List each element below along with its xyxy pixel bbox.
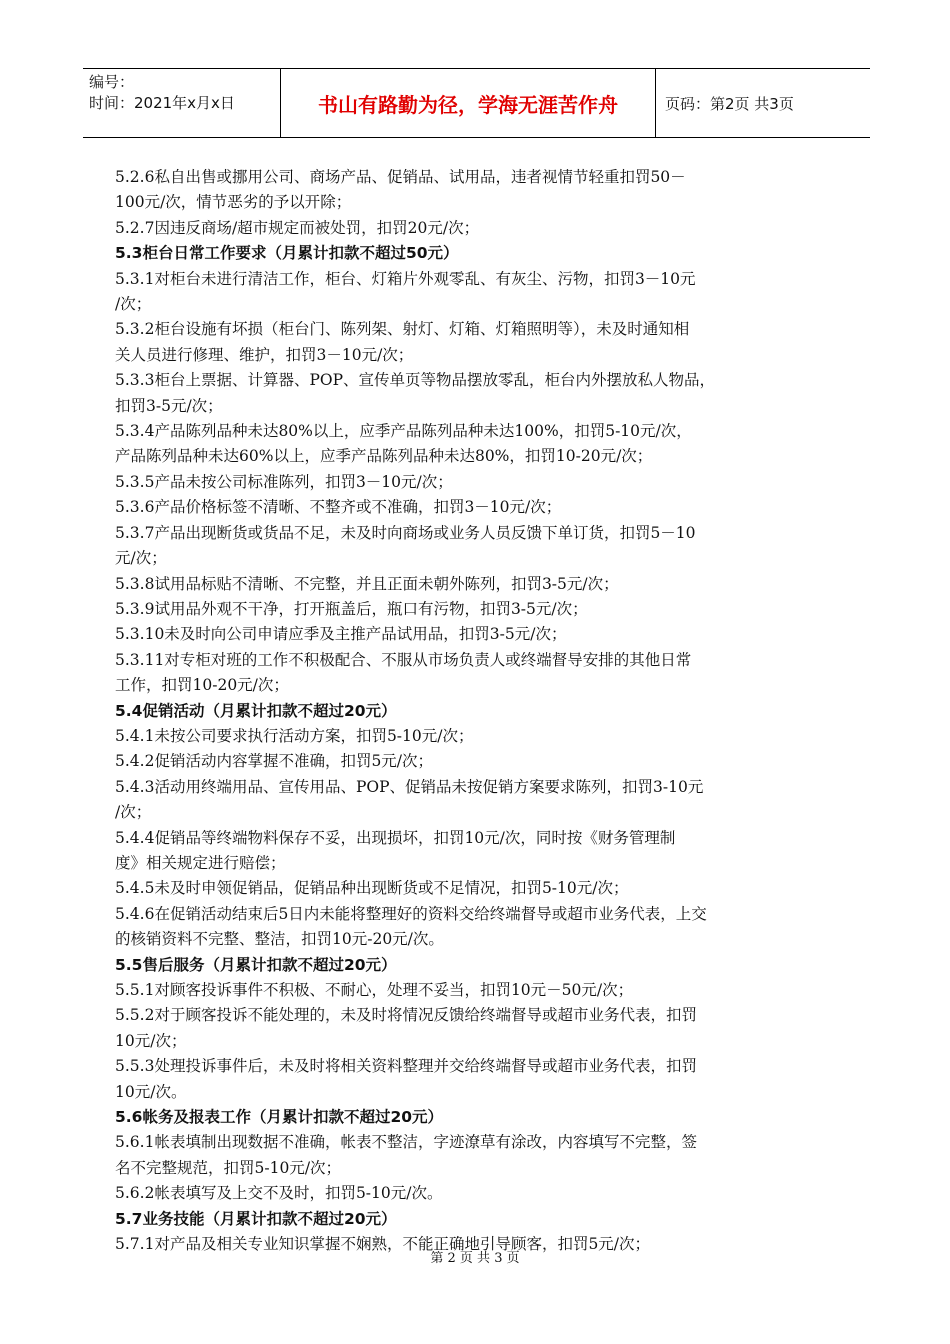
body-text-line: 5.3.4产品陈列品种未达80%以上，应季产品陈列品种未达100%，扣罚5-10元/次，: [115, 422, 692, 441]
body-text-line: 扣罚3-5元/次；: [115, 396, 223, 415]
body-text-line: 5.3.6产品价格标签不清晰、不整齐或不准确，扣罚3－10元/次；: [115, 498, 562, 517]
section-heading: 5.3柜台日常工作要求（月累计扣款不超过50元）: [115, 244, 459, 263]
body-text-line: 5.4.4促销品等终端物料保存不妥，出现损坏，扣罚10元/次，同时按《财务管理制: [115, 828, 676, 847]
document-date-label: 时间：2021年x月x日: [89, 94, 235, 112]
body-text-line: 名不完整规范，扣罚5-10元/次；: [115, 1158, 342, 1177]
body-text-line: 5.3.3柜台上票据、计算器、POP、宣传单页等物品摆放零乱，柜台内外摆放私人物品，: [115, 371, 716, 390]
body-text-line: 100元/次，情节恶劣的予以开除；: [115, 193, 352, 212]
page-header: [83, 68, 870, 138]
body-text-line: 5.3.7产品出现断货或货品不足，未及时向商场或业务人员反馈下单订货，扣罚5－10: [115, 523, 696, 542]
body-text-line: 5.6.1帐表填制出现数据不准确，帐表不整洁，字迹潦草有涂改，内容填写不完整，签: [115, 1133, 697, 1152]
body-text-line: 5.7.1对产品及相关专业知识掌握不娴熟，不能正确地引导顾客，扣罚5元/次；: [115, 1235, 651, 1254]
body-text-line: 5.4.6在促销活动结束后5日内未能将整理好的资料交给终端督导或超市业务代表，上交: [115, 904, 707, 923]
body-text-line: 产品陈列品种未达60%以上，应季产品陈列品种未达80%，扣罚10-20元/次；: [115, 447, 653, 466]
header-motto: 书山有路勤为径，学海无涯苦作舟: [281, 69, 656, 137]
body-text-line: 5.6.2帐表填写及上交不及时，扣罚5-10元/次。: [115, 1184, 443, 1203]
body-text-line: 5.3.10未及时向公司申请应季及主推产品试用品，扣罚3-5元/次；: [115, 625, 567, 644]
body-text-line: 5.3.1对柜台未进行清洁工作，柜台、灯箱片外观零乱、有灰尘、污物，扣罚3－10元: [115, 269, 696, 288]
section-heading: 5.4促销活动（月累计扣款不超过20元）: [115, 701, 397, 720]
body-text-line: 5.3.2柜台设施有坏损（柜台门、陈列架、射灯、灯箱、灯箱照明等），未及时通知相: [115, 320, 690, 339]
body-text-line: 10元/次；: [115, 1031, 187, 1050]
body-text-line: 5.2.7因违反商场/超市规定而被处罚，扣罚20元/次；: [115, 218, 480, 237]
body-text-line: 5.4.5未及时申领促销品，促销品种出现断货或不足情况，扣罚5-10元/次；: [115, 879, 629, 898]
body-text-line: 5.5.3处理投诉事件后，未及时将相关资料整理并交给终端督导或超市业务代表，扣罚: [115, 1057, 697, 1076]
section-heading: 5.7业务技能（月累计扣款不超过20元）: [115, 1209, 397, 1228]
body-text-line: 元/次；: [115, 549, 167, 568]
body-text-line: 度》相关规定进行赔偿；: [115, 853, 286, 872]
body-text-line: 5.3.11对专柜对班的工作不积极配合、不服从市场负责人或终端督导安排的其他日常: [115, 650, 692, 669]
body-text-line: 5.3.8试用品标贴不清晰、不完整，并且正面未朝外陈列，扣罚3-5元/次；: [115, 574, 619, 593]
body-text-line: 的核销资料不完整、整洁，扣罚10元-20元/次。: [115, 930, 444, 949]
body-text-line: 5.5.2对于顾客投诉不能处理的，未及时将情况反馈给终端督导或超市业务代表，扣罚: [115, 1006, 697, 1025]
body-text-line: 5.5.1对顾客投诉事件不积极、不耐心，处理不妥当，扣罚10元－50元/次；: [115, 981, 634, 999]
section-heading: 5.5售后服务（月累计扣款不超过20元）: [115, 955, 397, 974]
document-body: [115, 165, 837, 1257]
body-text-line: 10元/次。: [115, 1082, 187, 1101]
section-heading: 5.6帐务及报表工作（月累计扣款不超过20元）: [115, 1108, 444, 1127]
header-page-number: 页码：第2页 共3页: [665, 94, 794, 113]
body-text-line: /次；: [115, 803, 152, 822]
document-number-label: 编号：: [89, 73, 135, 91]
header-meta: [83, 69, 281, 137]
body-text-line: 5.4.2促销活动内容掌握不准确，扣罚5元/次；: [115, 752, 434, 771]
body-text-line: 工作，扣罚10-20元/次；: [115, 676, 289, 695]
body-text-line: 5.4.3活动用终端用品、宣传用品、POP、促销品未按促销方案要求陈列，扣罚3-10元: [115, 777, 704, 796]
body-text-line: /次；: [115, 295, 152, 314]
body-text-line: 关人员进行修理、维护，扣罚3－10元/次；: [115, 345, 414, 364]
body-text-line: 5.2.6私自出售或挪用公司、商场产品、促销品、试用品，违者视情节轻重扣罚50－: [115, 168, 686, 186]
body-text-line: 5.3.9试用品外观不干净，打开瓶盖后，瓶口有污物，扣罚3-5元/次；: [115, 599, 588, 618]
body-text-line: 5.3.5产品未按公司标准陈列，扣罚3－10元/次；: [115, 472, 453, 491]
page-footer: 第 2 页 共 3 页: [430, 1251, 520, 1266]
body-text-line: 5.4.1未按公司要求执行活动方案，扣罚5-10元/次；: [115, 726, 474, 745]
